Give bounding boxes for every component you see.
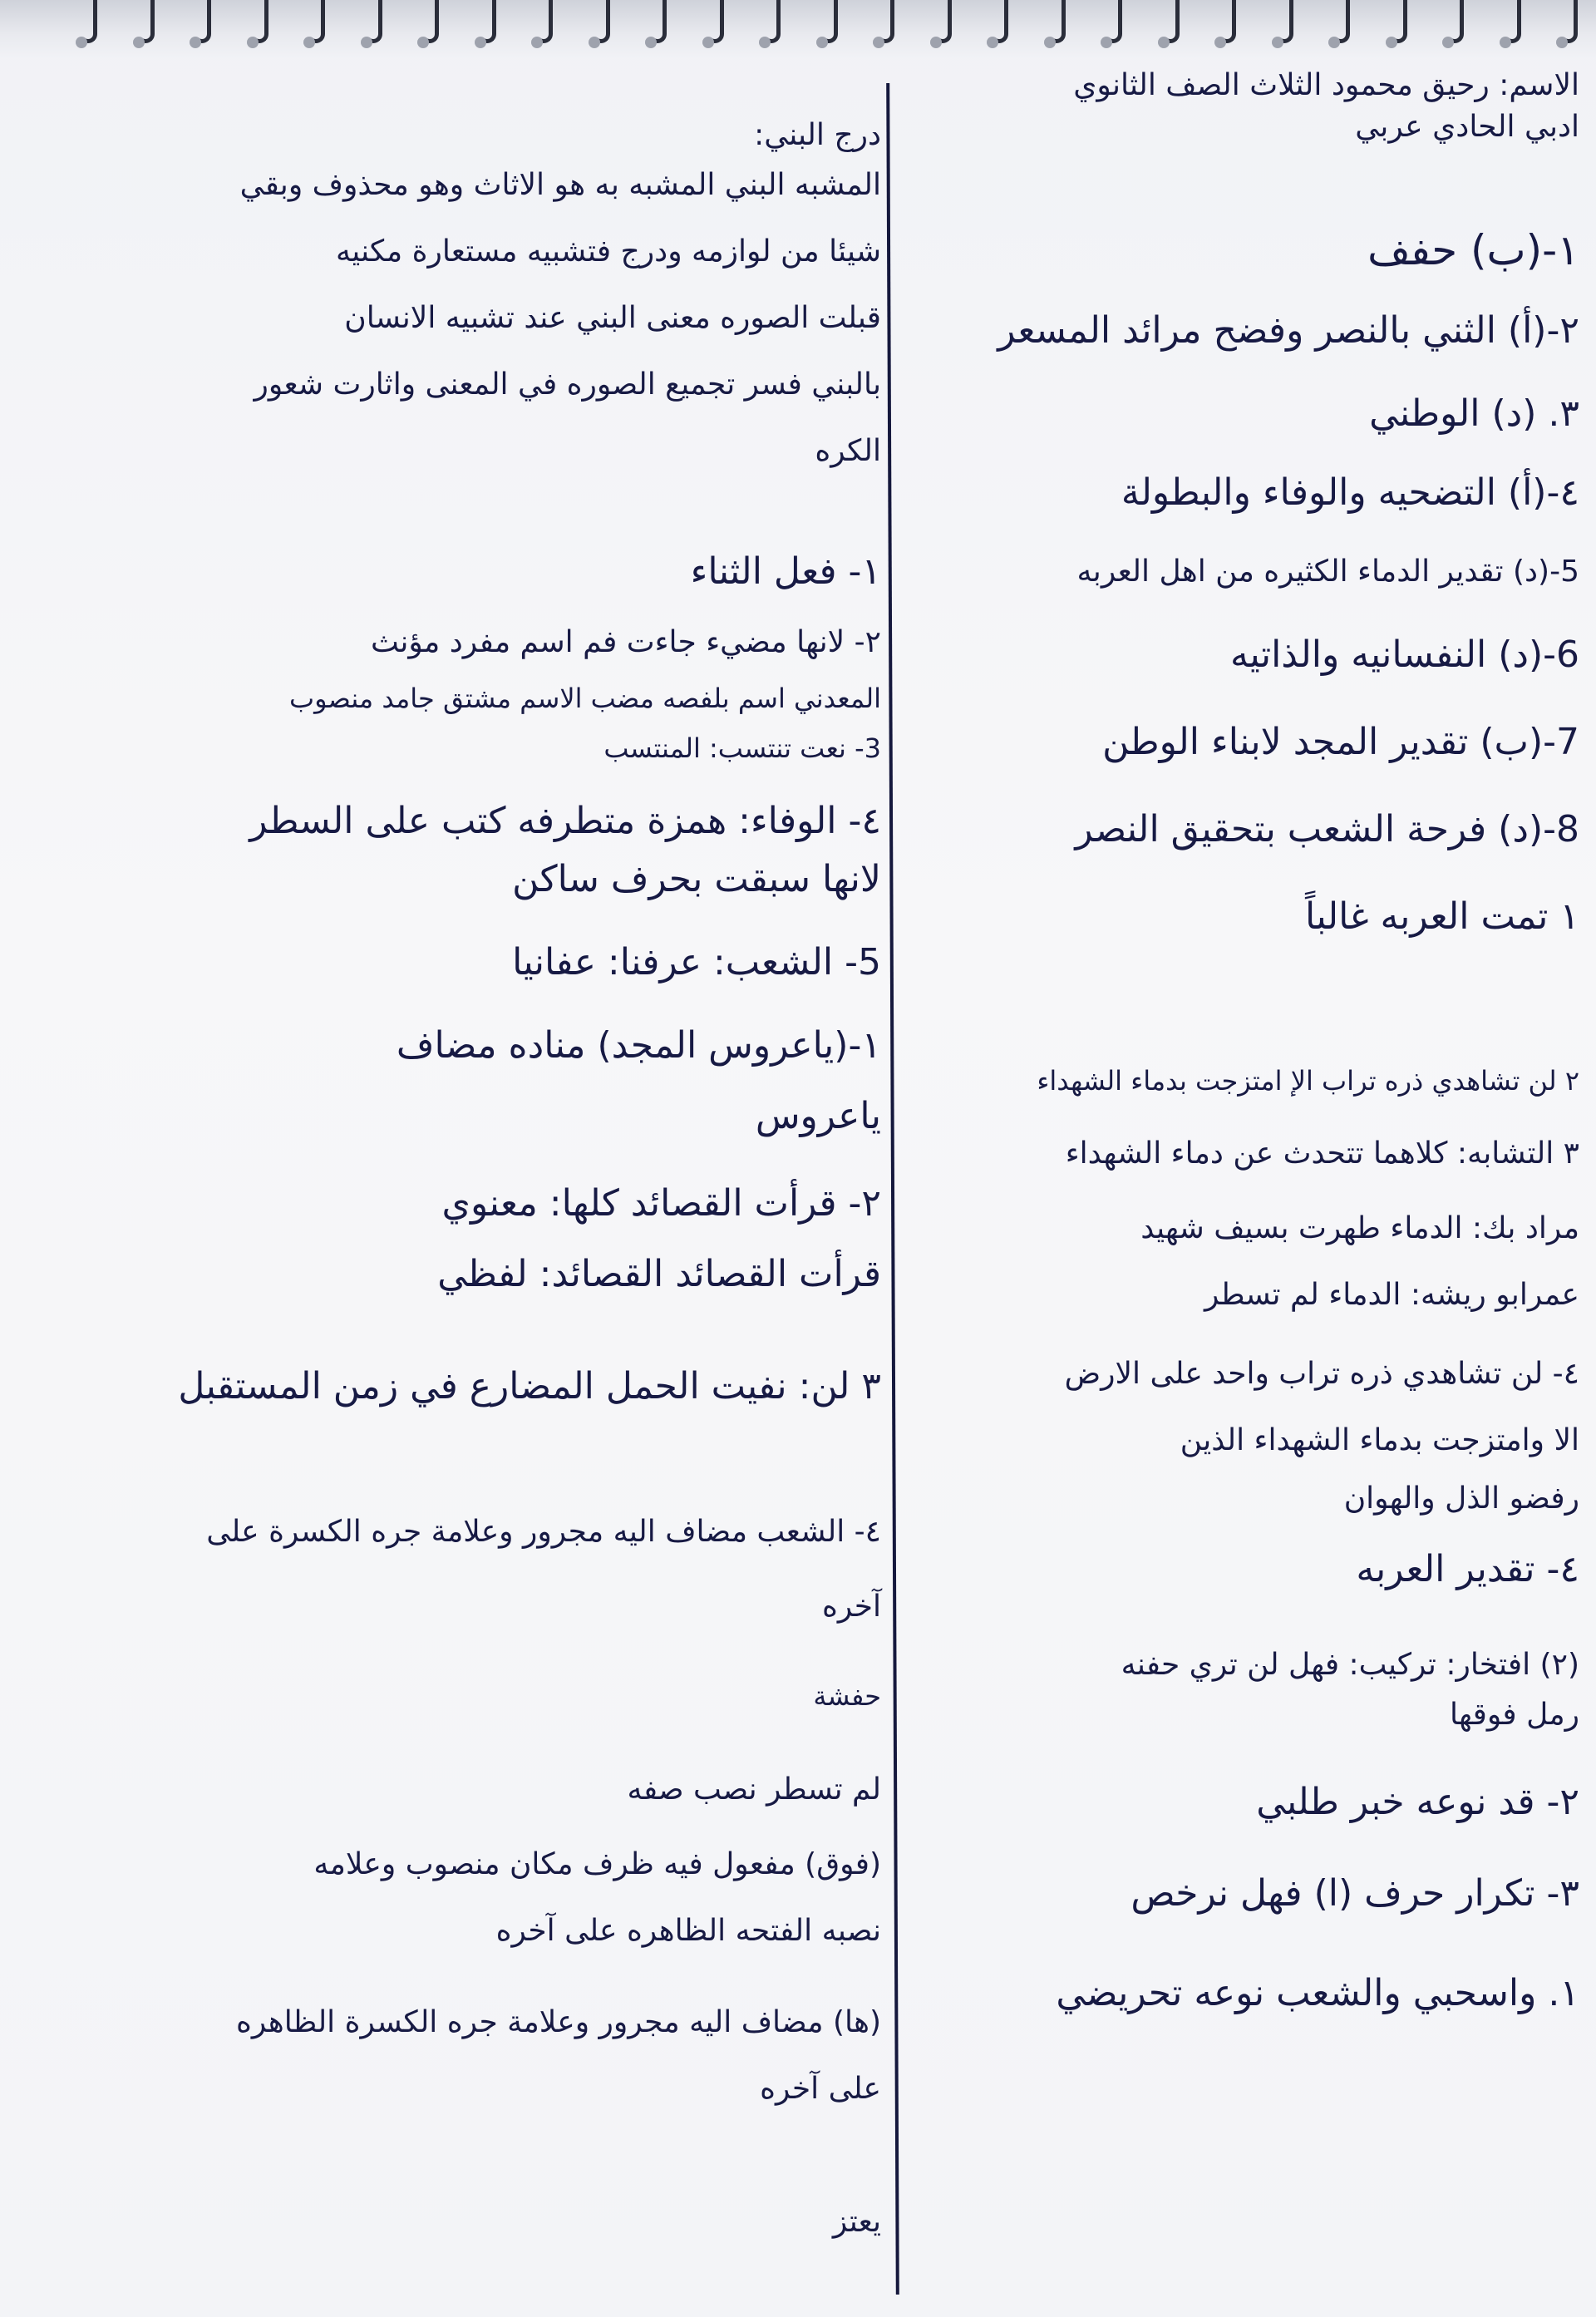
- note-line: آخره: [822, 1590, 881, 1624]
- note-line: ٤- الوفاء: همزة متطرفه كتب على السطر: [249, 800, 881, 842]
- spiral-hole: [361, 37, 372, 48]
- note-line: درج البني:: [754, 118, 881, 152]
- spiral-hole: [417, 37, 429, 48]
- spiral-hole: [1214, 37, 1226, 48]
- spiral-hole: [531, 37, 543, 48]
- note-line: قبلت الصوره معنى البني عند تشبيه الانسان: [344, 301, 881, 335]
- note-line: ٢- قرأت القصائد كلها: معنوي: [441, 1182, 881, 1225]
- spiral-hole: [873, 37, 884, 48]
- answer-line: ٣ التشابه: كلاهما تتحدث عن دماء الشهداء: [1065, 1136, 1579, 1171]
- note-line: ٢- لانها مضيء جاءت فم اسم مفرد مؤنث: [371, 625, 881, 659]
- note-line: ياعروس: [755, 1095, 881, 1137]
- note-line: حفشة: [813, 1680, 881, 1712]
- note-line: المعدني اسم بلفصه مضب الاسم مشتق جامد منصوب: [288, 683, 881, 714]
- student-name-line: الاسم: رحيق محمود الثلاث الصف الثانوي: [1073, 68, 1579, 102]
- note-line: 3- نعت تنتسب: المنتسب: [603, 732, 881, 764]
- answer-line: ٢ لن تشاهدي ذره تراب الإ امتزجت بدماء الشهداء: [1037, 1065, 1579, 1097]
- spiral-hole: [702, 37, 714, 48]
- answer-line: ٢-(أ) الثني بالنصر وفضح مرائد المسعر: [998, 309, 1579, 352]
- answer-line: ٣. (د) الوطني: [1369, 392, 1579, 435]
- note-line: ١-(ياعروس المجد) مناده مضاف: [396, 1024, 881, 1067]
- spiral-hole: [475, 37, 486, 48]
- spiral-hole: [1044, 37, 1056, 48]
- spiral-hole: [1328, 37, 1340, 48]
- note-line: قرأت القصائد القصائد: لفظي: [437, 1253, 881, 1295]
- spiral-hole: [987, 37, 998, 48]
- spiral-hole: [645, 37, 657, 48]
- note-line: الكره: [815, 434, 881, 468]
- note-line: لم تسطر نصب صفه: [627, 1772, 881, 1807]
- spiral-hole: [589, 37, 600, 48]
- spiral-hole: [816, 37, 828, 48]
- answer-line: ١. واسحبي والشعب نوعه تحريضي: [1056, 1972, 1579, 2014]
- note-line: بالبني فسر تجميع الصوره في المعنى واثارت شعور: [254, 367, 881, 402]
- note-line: ١- فعل الثناء: [690, 550, 881, 593]
- spiral-hole: [1556, 37, 1568, 48]
- note-line: ٣ لن: نفيت الحمل المضارع في زمن المستقبل: [178, 1365, 881, 1407]
- spiral-hole: [190, 37, 201, 48]
- spiral-hole: [1386, 37, 1397, 48]
- answer-line: 7-(ب) تقدير المجد لابناء الوطن: [1102, 721, 1579, 763]
- answer-line: ٤- لن تشاهدي ذره تراب واحد على الارض: [1064, 1357, 1579, 1391]
- answer-line: مراد بك: الدماء طهرت بسيف شهيد: [1140, 1211, 1579, 1245]
- answer-line: ٤- تقدير العربه: [1356, 1548, 1579, 1590]
- spiral-hole: [247, 37, 259, 48]
- answer-line: ١-(ب) حفف: [1367, 226, 1579, 274]
- spiral-hole: [1442, 37, 1454, 48]
- answer-line: ٣- تكرار حرف (ا) فهل نرخص: [1130, 1872, 1579, 1915]
- spiral-hole: [930, 37, 942, 48]
- answer-line: رفضو الذل والهوان: [1343, 1481, 1579, 1516]
- note-line: 5- الشعب: عرفنا: عفانيا: [512, 941, 881, 983]
- class-line: ادبي الحادي عربي: [1355, 110, 1579, 144]
- answer-line: ١ تمت العربه غالباً: [1305, 895, 1579, 938]
- answer-line: الا وامتزجت بدماء الشهداء الذين: [1180, 1423, 1579, 1457]
- note-line: ٤- الشعب مضاف اليه مجرور وعلامة جره الكسرة على: [206, 1515, 881, 1549]
- column-divider: [886, 83, 899, 2295]
- spiral-hole: [1272, 37, 1283, 48]
- answer-line: 5-(د) تقدير الدماء الكثيره من اهل العربه: [1076, 555, 1579, 589]
- note-line: (فوق) مفعول فيه ظرف مكان منصوب وعلامه: [313, 1847, 881, 1881]
- answer-line: 6-(د) النفسانيه والذاتيه: [1229, 633, 1579, 676]
- note-line: على آخره: [760, 2072, 881, 2106]
- spiral-binding: [0, 0, 1596, 58]
- spiral-hole: [76, 37, 87, 48]
- answer-line: عمرابو ريشه: الدماء لم تسطر: [1204, 1278, 1579, 1312]
- spiral-hole: [1158, 37, 1170, 48]
- note-line: نصبه الفتحه الظاهره على آخره: [495, 1914, 881, 1948]
- note-line: شيئا من لوازمه ودرج فتشبيه مستعارة مكنيه: [335, 234, 881, 269]
- answer-line: ٤-(أ) التضحيه والوفاء والبطولة: [1121, 471, 1579, 514]
- spiral-hole: [1500, 37, 1511, 48]
- answer-line: ٢- قد نوعه خبر طلبي: [1256, 1781, 1579, 1823]
- note-line: المشبه البني المشبه به هو الاثاث وهو محذوف وبقي: [239, 168, 881, 202]
- spiral-hole: [759, 37, 771, 48]
- answer-line: رمل فوقها: [1450, 1698, 1579, 1732]
- note-line: لانها سبقت بحرف ساكن: [512, 858, 881, 900]
- note-line: يعتز: [832, 2205, 881, 2239]
- note-line: (ها) مضاف اليه مجرور وعلامة جره الكسرة الظاهره: [235, 2005, 881, 2039]
- spiral-hole: [1101, 37, 1112, 48]
- spiral-hole: [133, 37, 145, 48]
- answer-line: (٢) افتخار: تركيب: فهل لن تري حفنه: [1121, 1648, 1579, 1682]
- spiral-hole: [303, 37, 315, 48]
- answer-line: 8-(د) فرحة الشعب بتحقيق النصر: [1075, 808, 1579, 850]
